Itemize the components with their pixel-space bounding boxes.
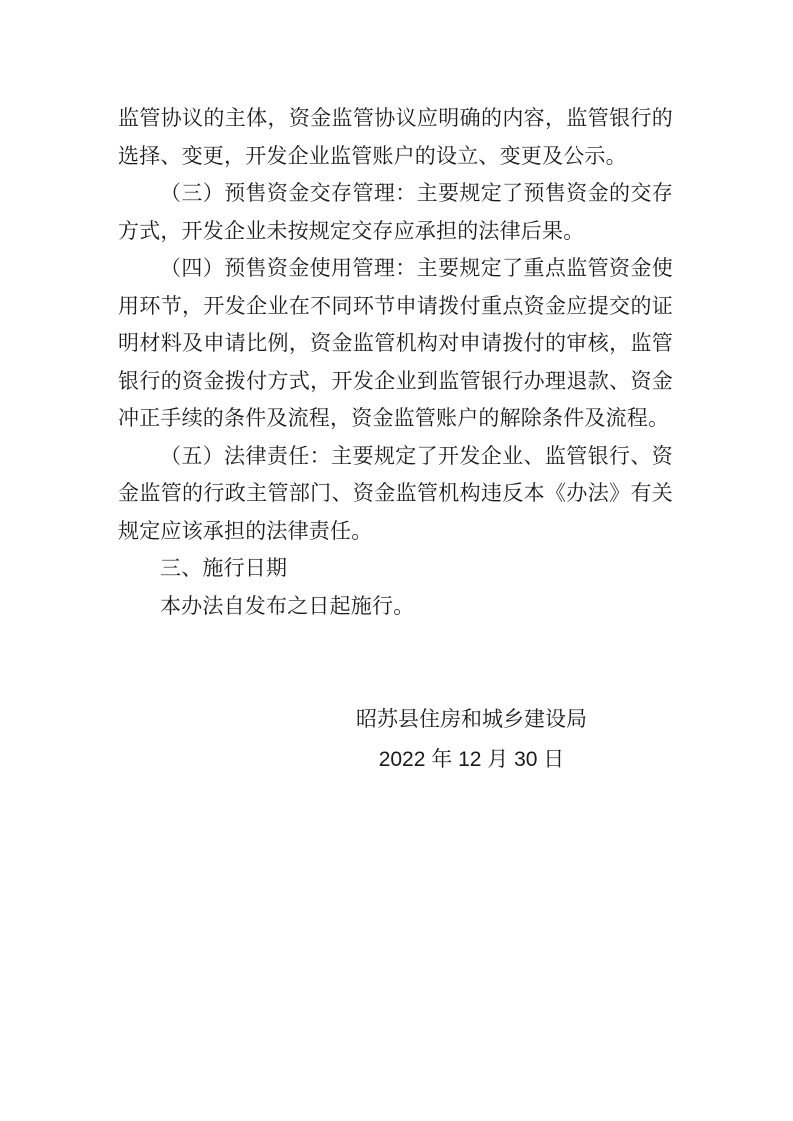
- paragraph-section-3-heading: 三、施行日期: [160, 557, 288, 580]
- document-body: [118, 100, 673, 625]
- paragraph-item-5: （五）法律责任：主要规定了开发企业、监管银行、资金监管的行政主管部门、资金监管机构违反本《办法》有关规定应该承担的法律责任。: [118, 444, 673, 543]
- paragraph-effective-date: 本办法自发布之日起施行。: [160, 594, 415, 618]
- signature-issuer: 昭苏县住房和城乡建设局: [356, 708, 587, 731]
- paragraph-item-4: （四）预售资金使用管理：主要规定了重点监管资金使用环节，开发企业在不同环节申请拨付重点资金应提交的证明材料及申请比例，资金监管机构对申请拨付的审核，监管银行的资金拨付方式，开发企业到监管银行办理退款、资金冲正手续的条件及流程，资金监管账户的解除条件及流程。: [118, 257, 673, 430]
- paragraph-item-3: （三）预售资金交存管理：主要规定了预售资金的交存方式，开发企业未按规定交存应承担的法律后果。: [118, 182, 673, 243]
- signature-date: 2022 年 12 月 30 日: [378, 748, 565, 771]
- paragraph-continuation: 监管协议的主体，资金监管协议应明确的内容，监管银行的选择、变更，开发企业监管账户的设立、变更及公示。: [118, 107, 673, 168]
- signature-block: [118, 700, 673, 780]
